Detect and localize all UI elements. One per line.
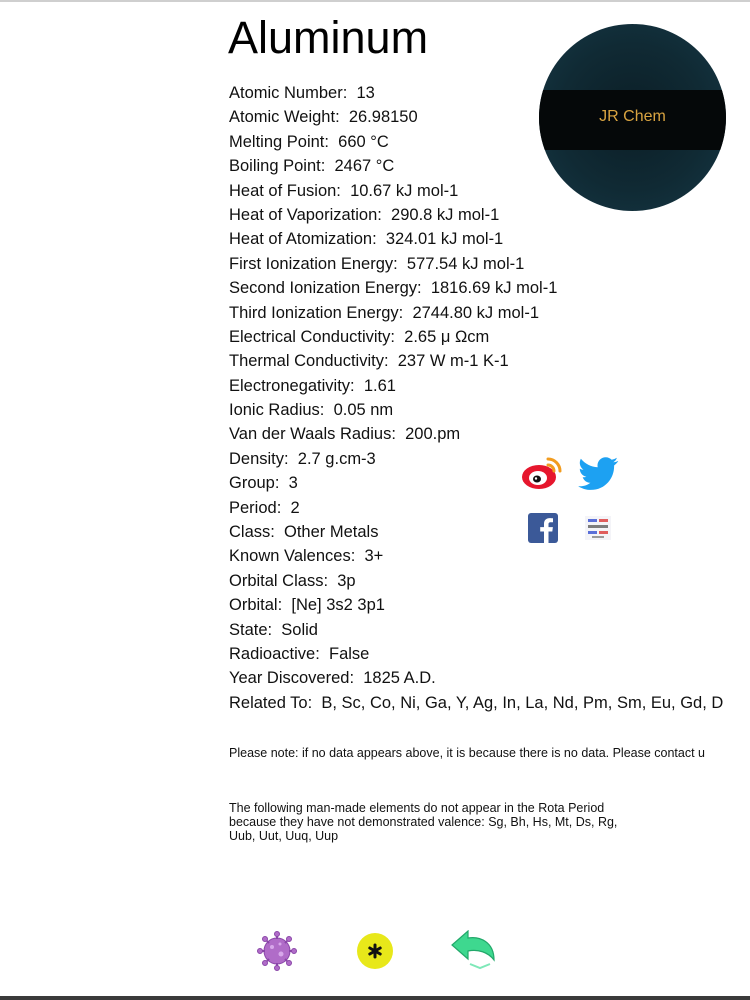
property-row xyxy=(229,593,750,617)
jr-chem-badge[interactable] xyxy=(539,24,726,211)
property-label: Year Discovered: xyxy=(229,669,355,688)
property-value: 290.8 kJ mol-1 xyxy=(391,205,500,224)
property-value: 3 xyxy=(288,474,298,493)
property-value: 2.65 μ Ωcm xyxy=(404,327,490,346)
property-value: 0.05 nm xyxy=(333,401,394,420)
property-label: State: xyxy=(229,620,273,639)
property-row xyxy=(229,276,750,300)
property-row xyxy=(229,618,750,642)
property-label: Orbital Class: xyxy=(229,571,329,590)
property-value: 10.67 kJ mol-1 xyxy=(350,181,459,200)
property-row xyxy=(229,569,750,593)
property-row xyxy=(229,520,750,544)
property-value: 1816.69 kJ mol-1 xyxy=(430,279,558,298)
property-row xyxy=(229,471,750,495)
weibo-icon[interactable] xyxy=(519,455,563,491)
property-value: 2467 °C xyxy=(334,157,395,176)
property-value: 237 W m-1 K-1 xyxy=(397,352,509,371)
property-value: 2744.80 kJ mol-1 xyxy=(412,303,540,322)
virus-icon[interactable] xyxy=(256,930,298,972)
property-label: Heat of Atomization: xyxy=(229,230,377,249)
top-edge xyxy=(0,0,750,2)
property-label: Density: xyxy=(229,449,289,468)
property-label: Atomic Number: xyxy=(229,84,348,102)
property-row xyxy=(229,227,750,251)
property-label: Electronegativity: xyxy=(229,376,355,395)
property-row xyxy=(229,496,750,520)
property-label: Electrical Conductivity: xyxy=(229,327,395,346)
property-value: 324.01 kJ mol-1 xyxy=(385,230,504,249)
property-row xyxy=(229,544,750,568)
property-label: Third Ionization Energy: xyxy=(229,303,404,322)
property-value: Other Metals xyxy=(284,523,379,542)
property-row xyxy=(229,691,750,715)
property-row xyxy=(229,252,750,276)
property-label: Ionic Radius: xyxy=(229,401,325,420)
property-label: Class: xyxy=(229,523,275,542)
property-row xyxy=(229,666,750,690)
property-label: Orbital: xyxy=(229,596,283,615)
property-value: 1825 A.D. xyxy=(363,669,436,688)
property-value: Solid xyxy=(281,620,318,639)
property-row xyxy=(229,422,750,446)
property-row xyxy=(229,203,750,227)
twitter-icon[interactable] xyxy=(576,455,620,491)
property-label: Radioactive: xyxy=(229,644,320,663)
property-label: Second Ionization Energy: xyxy=(229,279,422,298)
property-value: 2 xyxy=(290,498,300,517)
property-value: 3p xyxy=(337,571,356,590)
property-label: Period: xyxy=(229,498,282,517)
property-row xyxy=(229,447,750,471)
page-title: Aluminum xyxy=(228,12,429,63)
property-row xyxy=(229,349,750,373)
property-value: 660 °C xyxy=(338,132,389,151)
property-label: Heat of Vaporization: xyxy=(229,205,382,224)
property-label: First Ionization Energy: xyxy=(229,254,398,273)
property-value: 577.54 kJ mol-1 xyxy=(406,254,525,273)
property-label: Boiling Point: xyxy=(229,157,326,176)
property-label: Group: xyxy=(229,474,280,493)
property-value: 13 xyxy=(356,84,375,102)
property-label: Atomic Weight: xyxy=(229,108,340,127)
property-label: Van der Waals Radius: xyxy=(229,425,396,444)
property-value: 2.7 g.cm-3 xyxy=(297,449,376,468)
property-label: Thermal Conductivity: xyxy=(229,352,389,371)
share-link-icon[interactable] xyxy=(584,515,612,541)
property-value: 3+ xyxy=(364,547,384,566)
property-row xyxy=(229,301,750,325)
property-value: 26.98150 xyxy=(348,108,418,127)
man-made-elements-note: The following man-made elements do not appear in the Rota Period because they have not demonstrated valence: Sg, Bh, Hs, Mt, Ds, Rg, Uub, Uut, Uuq, Uup xyxy=(229,801,618,843)
property-row xyxy=(229,398,750,422)
no-data-note: Please note: if no data appears above, it is because there is no data. Please contact u xyxy=(229,746,706,760)
property-label: Known Valences: xyxy=(229,547,356,566)
property-value: False xyxy=(328,644,370,663)
property-value: 200.pm xyxy=(405,425,461,444)
property-row xyxy=(229,374,750,398)
bottom-edge xyxy=(0,996,750,1000)
facebook-icon[interactable] xyxy=(528,513,558,543)
property-label: Heat of Fusion: xyxy=(229,181,341,200)
property-label: Related To: xyxy=(229,693,313,712)
star-icon[interactable] xyxy=(356,932,394,970)
property-value: 1.61 xyxy=(363,376,396,395)
property-row xyxy=(229,325,750,349)
property-row xyxy=(229,642,750,666)
property-label: Melting Point: xyxy=(229,132,329,151)
back-arrow-icon[interactable] xyxy=(450,930,496,970)
badge-label: JR Chem xyxy=(599,108,666,125)
property-value: [Ne] 3s2 3p1 xyxy=(291,596,385,615)
property-value: B, Sc, Co, Ni, Ga, Y, Ag, In, La, Nd, Pm, Sm, Eu, Gd, D xyxy=(321,693,724,712)
